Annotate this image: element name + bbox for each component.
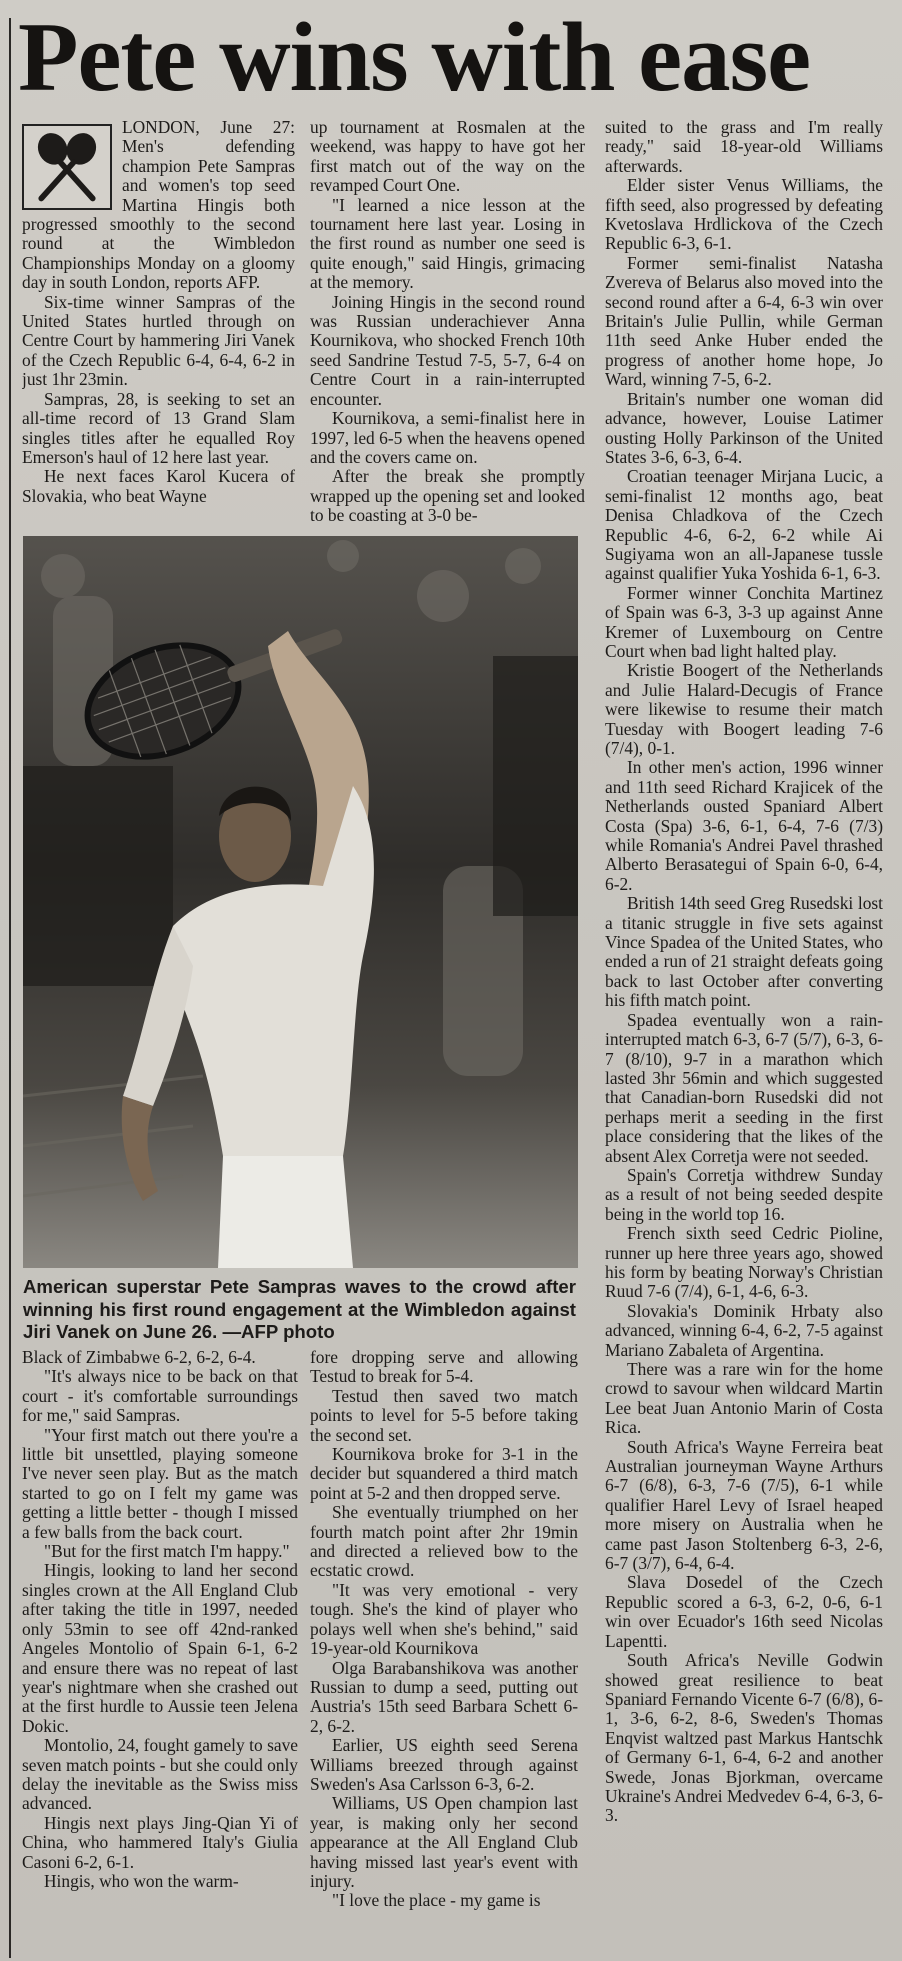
article-paragraph: Croatian teenager Mirjana Lucic, a semi-finalist 12 months ago, beat Denisa Chladkova of the Czech Republic 4-6, 6-2, 6-2 while Ai Sugiyama won an all-Japanese tussle against qualifier Yuka Yoshida 6-1, 6-3. [605, 466, 883, 584]
article-paragraph: fore dropping serve and allowing Testud to break for 5-4. [310, 1348, 578, 1387]
article-paragraph: up tournament at Rosmalen at the weekend, was happy to have got her first match out of the way on the revamped Court One. [310, 118, 585, 196]
article-column-2-bottom [310, 1348, 578, 1956]
article-paragraph: Spain's Corretja withdrew Sunday as a result of not being seeded despite being in the world top 16. [605, 1164, 883, 1224]
article-paragraph: Williams, US Open champion last year, is making only her second appearance at the All England Club having missed last year's event with injury. [310, 1793, 578, 1891]
article-paragraph: Joining Hingis in the second round was Russian underachiever Anna Kournikova, who shocked French 10th seed Sandrine Testud 7-5, 5-7, 6-4 on Centre Court in a rain-interrupted encounter. [310, 291, 585, 409]
article-paragraph: Six-time winner Sampras of the United States hurtled through on Centre Court by hammering Jiri Vanek of the Czech Republic 6-4, 6-4, 6-2 in just 1hr 23min. [22, 291, 295, 390]
article-paragraph: Slava Dosedel of the Czech Republic scored a 6-3, 6-2, 0-6, 6-1 win over Ecuador's 16th seed Nicolas Lapentti. [605, 1572, 883, 1651]
column-rule [9, 18, 11, 1958]
article-paragraph: Sampras, 28, is seeking to set an all-time record of 13 Grand Slam singles titles after he equalled Roy Emerson's haul of 12 here last year. [22, 388, 295, 467]
article-paragraph: Spadea eventually won a rain-interrupted match 6-3, 6-7 (5/7), 6-3, 6-7 (8/10), 9-7 in a marathon which lasted 3hr 56min and which suggested that Canadian-born Rusedski did not perhaps merit a seeding in the first place considering that the likes of the absent Alex Corretja were not seeded. [605, 1009, 883, 1166]
article-paragraph: Former winner Conchita Martinez of Spain was 6-3, 3-3 up against Anne Kremer of Luxembourg on Centre Court when bad light halted play. [605, 582, 883, 661]
article-paragraph: "But for the first match I'm happy." [44, 1541, 290, 1562]
sampras-photo [23, 536, 578, 1268]
tennis-rackets-icon [22, 124, 112, 210]
article-paragraph: "I love the place - my game is [332, 1890, 541, 1911]
article-paragraph: Testud then saved two match points to level for 5-5 before taking the second set. [310, 1385, 578, 1445]
article-column-3 [605, 118, 883, 1956]
article-paragraph: Earlier, US eighth seed Serena Williams breezed through against Sweden's Asa Carlsson 6-3, 6-2. [310, 1735, 578, 1794]
article-paragraph: "It's always nice to be back on that court - it's comfortable surroundings for me," said Sampras. [22, 1366, 298, 1426]
article-column-1-top [22, 118, 295, 533]
article-paragraph: suited to the grass and I'm really ready," said 18-year-old Williams afterwards. [605, 118, 883, 176]
article-paragraph: Hingis, looking to land her second singles crown at the All England Club after taking the title in 1997, needed only 53min to see off 42nd-ranked Angeles Montolio of Spain 6-1, 6-2 and ensure there was no repeat of last year's nightmare when she crashed out at the first hurdle to Aussie teen Jelena Dokic. [22, 1560, 298, 1736]
article-paragraph: French sixth seed Cedric Pioline, runner up here three years ago, showed his form by beating Norway's Christian Ruud 7-6 (7/4), 6-1, 4-6, 6-3. [605, 1223, 883, 1302]
headline: Pete wins with ease [18, 3, 811, 112]
article-paragraph: "Your first match out there you're a little bit unsettled, playing someone I've never seen play. But as the match started to go on I felt my game was getting a little better - though I missed a few balls from the back court. [22, 1424, 298, 1542]
article-column-2-top [310, 118, 585, 533]
article-paragraph: "I learned a nice lesson at the tournament here last year. Losing in the first round as number one seed is quite enough," said Hingis, grimacing at the memory. [310, 194, 585, 293]
article-paragraph: British 14th seed Greg Rusedski lost a titanic struggle in five sets against Vince Spadea of the United States, who ended a run of 21 straight defeats going back to last October after converting his fifth match point. [605, 893, 883, 1011]
article-paragraph: South Africa's Wayne Ferreira beat Australian journeyman Wayne Arthurs 6-7 (6/8), 6-3, 7-6 (7/5), 6-1 while qualifier Harel Levy of Israel heaped more misery on Australia when he came past Jason Stoltenberg 6-3, 2-6, 6-7 (3/7), 6-4, 6-4. [605, 1436, 883, 1574]
article-paragraph: Kristie Boogert of the Netherlands and Julie Halard-Decugis of France were likewise to resume their match Tuesday with Boogert leading 7-6 (7/4), 0-1. [605, 660, 883, 758]
article-paragraph: He next faces Karol Kucera of Slovakia, who beat Wayne [22, 466, 295, 506]
article-paragraph: Former semi-finalist Natasha Zvereva of Belarus also moved into the second round after a 6-4, 6-3 win over Britain's Julie Pullin, while German 11th seed Anke Huber ended the progress of another home hope, Jo Ward, winning 7-5, 6-2. [605, 252, 883, 390]
article-paragraph: Hingis, who won the warm- [44, 1870, 239, 1891]
article-paragraph: South Africa's Neville Godwin showed great resilience to beat Spaniard Fernando Vicente 6-7 (6/8), 6-1, 3-6, 6-2, 8-6, Sweden's Thomas Enqvist waltzed past Markus Hantschk of Germany 6-1, 6-4, 6-2 and another Swede, Jonas Bjorkman, overcame Ukraine's Andrei Medvedev 6-4, 6-3, 6-3. [605, 1650, 883, 1826]
article-paragraph: Black of Zimbabwe 6-2, 6-2, 6-4. [22, 1348, 256, 1367]
article-paragraph: She eventually triumphed on her fourth match point after 2hr 19min and directed a relieved bow to the ecstatic crowd. [310, 1502, 578, 1581]
article-paragraph: After the break she promptly wrapped up the opening set and looked to be coasting at 3-0 be- [310, 466, 585, 526]
article-paragraph: Kournikova broke for 3-1 in the decider but squandered a third match point at 5-2 and then dropped serve. [310, 1444, 578, 1503]
article-paragraph: Olga Barabanshikova was another Russian to dump a seed, putting out Austria's 15th seed Barbara Schett 6-2, 6-2. [310, 1657, 578, 1736]
article-paragraph: Elder sister Venus Williams, the fifth seed, also progressed by defeating Kvetoslava Hrdlickova of the Czech Republic 6-3, 6-1. [605, 175, 883, 254]
article-paragraph: LONDON, June 27: Men's defending champion Pete Sampras and women's top seed Martina Hingis both progressed smoothly to the second round at the Wimbledon Championships Monday on a gloomy day in south London, reports AFP. [22, 118, 295, 293]
article-paragraph: "It was very emotional - very tough. She's the kind of player who polays well when she's behind," said 19-year-old Kournikova [310, 1579, 578, 1659]
article-paragraph: Britain's number one woman did advance, however, Louise Latimer ousting Holly Parkinson of the United States 3-6, 6-3, 6-4. [605, 388, 883, 467]
article-paragraph: Kournikova, a semi-finalist here in 1997, led 6-5 when the heavens opened and the covers came on. [310, 408, 585, 467]
article-paragraph: Montolio, 24, fought gamely to save seven match points - but she could only delay the inevitable as the Swiss miss advanced. [22, 1735, 298, 1814]
photo-caption: American superstar Pete Sampras waves to the crowd after winning his first round engagement at the Wimbledon against Jiri Vanek on June 26. —AFP photo [23, 1276, 576, 1343]
article-paragraph: Slovakia's Dominik Hrbaty also advanced, winning 6-4, 6-2, 7-5 against Mariano Zabaleta of Argentina. [605, 1300, 883, 1360]
article-paragraph: Hingis next plays Jing-Qian Yi of China, who hammered Italy's Giulia Casoni 6-2, 6-1. [22, 1812, 298, 1872]
article-column-1-bottom [22, 1348, 298, 1956]
article-paragraph: There was a rare win for the home crowd to savour when wildcard Martin Lee beat Juan Antonio Marin of Costa Rica. [605, 1359, 883, 1438]
article-paragraph: In other men's action, 1996 winner and 11th seed Richard Krajicek of the Netherlands ousted Spaniard Albert Costa (Spa) 3-6, 6-1, 6-4, 7-6 (7/3) while Romania's Andrei Pavel thrashed Alberto Berasategui of Spain 6-0, 6-4, 6-2. [605, 757, 883, 894]
